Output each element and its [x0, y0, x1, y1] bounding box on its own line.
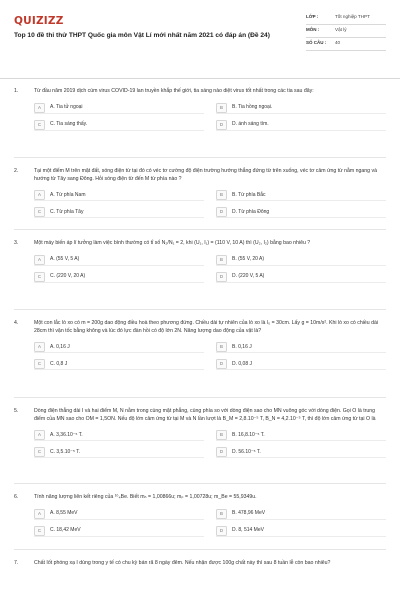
meta-row-count — [306, 38, 386, 51]
question-2 — [14, 158, 386, 230]
option-b[interactable] — [216, 342, 386, 353]
option-text: B. 478,96 MeV — [232, 510, 266, 517]
option-letter: C — [34, 120, 45, 130]
option-letter: D — [216, 447, 227, 457]
question-number: 7. — [14, 560, 19, 566]
option-letter: A — [34, 430, 45, 440]
quizizz-logo: QUIZIZZ — [14, 15, 64, 27]
options-grid — [34, 430, 386, 458]
question-text: Tại một điểm M trên mặt đất, sóng điện từ tại đó có véc tơ cường độ điện trường hướng thẳng đứng từ trên xuống, véc tơ cảm ứng từ nằm ngang và hướng từ Tây sang Đông. Hỏi sóng điện từ đến M từ phía nào ? — [34, 168, 377, 182]
option-c[interactable] — [34, 447, 204, 458]
option-text: A. 0,16 J — [50, 343, 70, 350]
option-d[interactable] — [216, 207, 386, 218]
meta-label: LỚP : — [306, 14, 319, 19]
option-letter: C — [34, 447, 45, 457]
meta-row-grade — [306, 12, 386, 25]
option-text: A. (55 V, 5 A) — [50, 256, 80, 263]
question-text: Dòng điện thẳng dài I và hai điểm M, N nằm trong cùng mặt phẳng, cùng phía so với dòng điện sao cho MN vuông góc với dòng điện. Gọi O là trung điểm của MN sao cho OM = 1,5ON. Nếu độ lớn cảm ứng từ tại M và N lần lượt là B_M = 2,8.10⁻⁵ T, B_N = 4,2.10⁻⁵ T, thì độ lớn cảm ứng từ tại O là — [34, 408, 376, 422]
option-d[interactable] — [216, 526, 386, 537]
options-grid — [34, 103, 386, 131]
meta-label: SỐ CÂU : — [306, 40, 327, 45]
option-text: A. Tia tử ngoại — [50, 104, 83, 111]
option-letter: B — [216, 430, 227, 440]
option-letter: D — [216, 120, 227, 130]
option-letter: B — [216, 190, 227, 200]
option-letter: C — [34, 359, 45, 369]
option-letter: C — [34, 207, 45, 217]
meta-panel — [306, 12, 386, 51]
option-c[interactable] — [34, 359, 204, 370]
option-text: A. Từ phía Nam — [50, 191, 86, 198]
option-letter: D — [216, 359, 227, 369]
option-c[interactable] — [34, 207, 204, 218]
option-text: A. 8,55 MeV — [50, 510, 78, 517]
option-letter: C — [34, 526, 45, 536]
question-text: Một máy biến áp lí tưởng làm việc bình thường có tỉ số N₂/N₁ = 2, khi (U₁, I₁) = (110 V, 10 A) thì (U₂, I₂) bằng bao nhiêu ? — [34, 240, 311, 246]
option-text: D. ánh sáng tím. — [232, 121, 269, 128]
option-c[interactable] — [34, 272, 204, 283]
option-text: D. 56.10⁻⁵ T. — [232, 448, 261, 455]
question-1 — [14, 88, 386, 158]
option-b[interactable] — [216, 430, 386, 441]
option-text: A. 3,36.10⁻⁵ T. — [50, 431, 83, 438]
option-a[interactable] — [34, 190, 204, 201]
option-d[interactable] — [216, 447, 386, 458]
meta-row-subject — [306, 25, 386, 38]
question-number: 3. — [14, 240, 19, 246]
question-text: Một con lắc lò xo có m = 200g dao động điều hoà theo phương đứng. Chiều dài tự nhiên của lò xo là l₀ = 30cm. Lấy g = 10m/s². Khi lò xo có chiều dài 28cm thì vận tốc bằng không và lúc đó lực đàn hồi có độ lớn 2N. Năng lượng dao động của vật là? — [34, 320, 379, 334]
options-grid — [34, 342, 386, 370]
question-3 — [14, 230, 386, 310]
option-letter: B — [216, 342, 227, 352]
option-a[interactable] — [34, 103, 204, 114]
option-letter: A — [34, 509, 45, 519]
option-a[interactable] — [34, 255, 204, 266]
option-b[interactable] — [216, 255, 386, 266]
option-b[interactable] — [216, 509, 386, 520]
option-d[interactable] — [216, 272, 386, 283]
option-b[interactable] — [216, 103, 386, 114]
question-text: Chất Iốt phóng xạ I dùng trong y tế có chu kỳ bán rã 8 ngày đêm. Nếu nhận được 100g chất này thì sau 8 tuần lễ còn bao nhiêu? — [34, 560, 331, 566]
option-a[interactable] — [34, 342, 204, 353]
question-number: 1. — [14, 88, 19, 94]
option-d[interactable] — [216, 120, 386, 131]
option-c[interactable] — [34, 120, 204, 131]
option-letter: B — [216, 255, 227, 265]
option-a[interactable] — [34, 509, 204, 520]
option-letter: A — [34, 255, 45, 265]
meta-value: Tốt nghiệp THPT — [335, 14, 370, 19]
option-text: B. (55 V, 20 A) — [232, 256, 265, 263]
option-text: B. 0,16 J — [232, 343, 252, 350]
option-a[interactable] — [34, 430, 204, 441]
option-text: D. 8, 514 MeV — [232, 527, 264, 534]
meta-label: MÔN : — [306, 27, 320, 32]
question-number: 4. — [14, 320, 19, 326]
option-text: C. 3,5.10⁻⁵ T. — [50, 448, 81, 455]
option-text: C. (220 V, 20 A) — [50, 273, 86, 280]
option-text: C. Từ phía Tây — [50, 208, 84, 215]
option-text: B. Từ phía Bắc — [232, 191, 266, 198]
option-text: D. 0,08 J — [232, 360, 253, 367]
meta-value: 40 — [335, 40, 341, 45]
document-title: Top 10 đề thi thử THPT Quốc gia môn Vật Lí mới nhất năm 2021 có đáp án (Đề 24) — [14, 32, 270, 39]
option-b[interactable] — [216, 190, 386, 201]
option-letter: B — [216, 103, 227, 113]
question-6 — [14, 484, 386, 550]
option-c[interactable] — [34, 526, 204, 537]
option-letter: A — [34, 190, 45, 200]
option-text: B. 16,8.10⁻⁵ T. — [232, 431, 265, 438]
meta-value: Vật lý — [335, 27, 347, 32]
option-d[interactable] — [216, 359, 386, 370]
options-grid — [34, 255, 386, 283]
question-text: Tính năng lượng liên kết riêng của ¹⁰₄Be. Biết mₙ = 1,00866u; mₚ = 1,00728u; m_Be = 55,9349u. — [34, 494, 257, 500]
question-number: 5. — [14, 408, 19, 414]
options-grid — [34, 509, 386, 537]
question-number: 6. — [14, 494, 19, 500]
options-grid — [34, 190, 386, 218]
option-text: C. 18,42 MeV — [50, 527, 81, 534]
question-4 — [14, 310, 386, 398]
option-letter: B — [216, 509, 227, 519]
question-list — [14, 88, 386, 582]
option-text: B. Tia hồng ngoại. — [232, 104, 273, 111]
option-text: D. Từ phía Đông — [232, 208, 270, 215]
option-letter: D — [216, 207, 227, 217]
option-text: C. Tia sáng thấy. — [50, 121, 88, 128]
option-letter: A — [34, 103, 45, 113]
option-text: D. (220 V, 5 A) — [232, 273, 265, 280]
option-letter: C — [34, 272, 45, 282]
header-divider — [0, 78, 400, 79]
question-text: Từ đầu năm 2019 dịch cúm virus COVID-19 lan truyền khắp thế giới, tia sáng nào diệt virus tốt nhất trong các tia sau đây: — [34, 88, 314, 94]
question-7 — [14, 550, 386, 582]
question-5 — [14, 398, 386, 484]
option-letter: D — [216, 272, 227, 282]
option-text: C. 0,8 J — [50, 360, 68, 367]
question-number: 2. — [14, 168, 19, 174]
page-header — [14, 12, 386, 74]
option-letter: A — [34, 342, 45, 352]
option-letter: D — [216, 526, 227, 536]
